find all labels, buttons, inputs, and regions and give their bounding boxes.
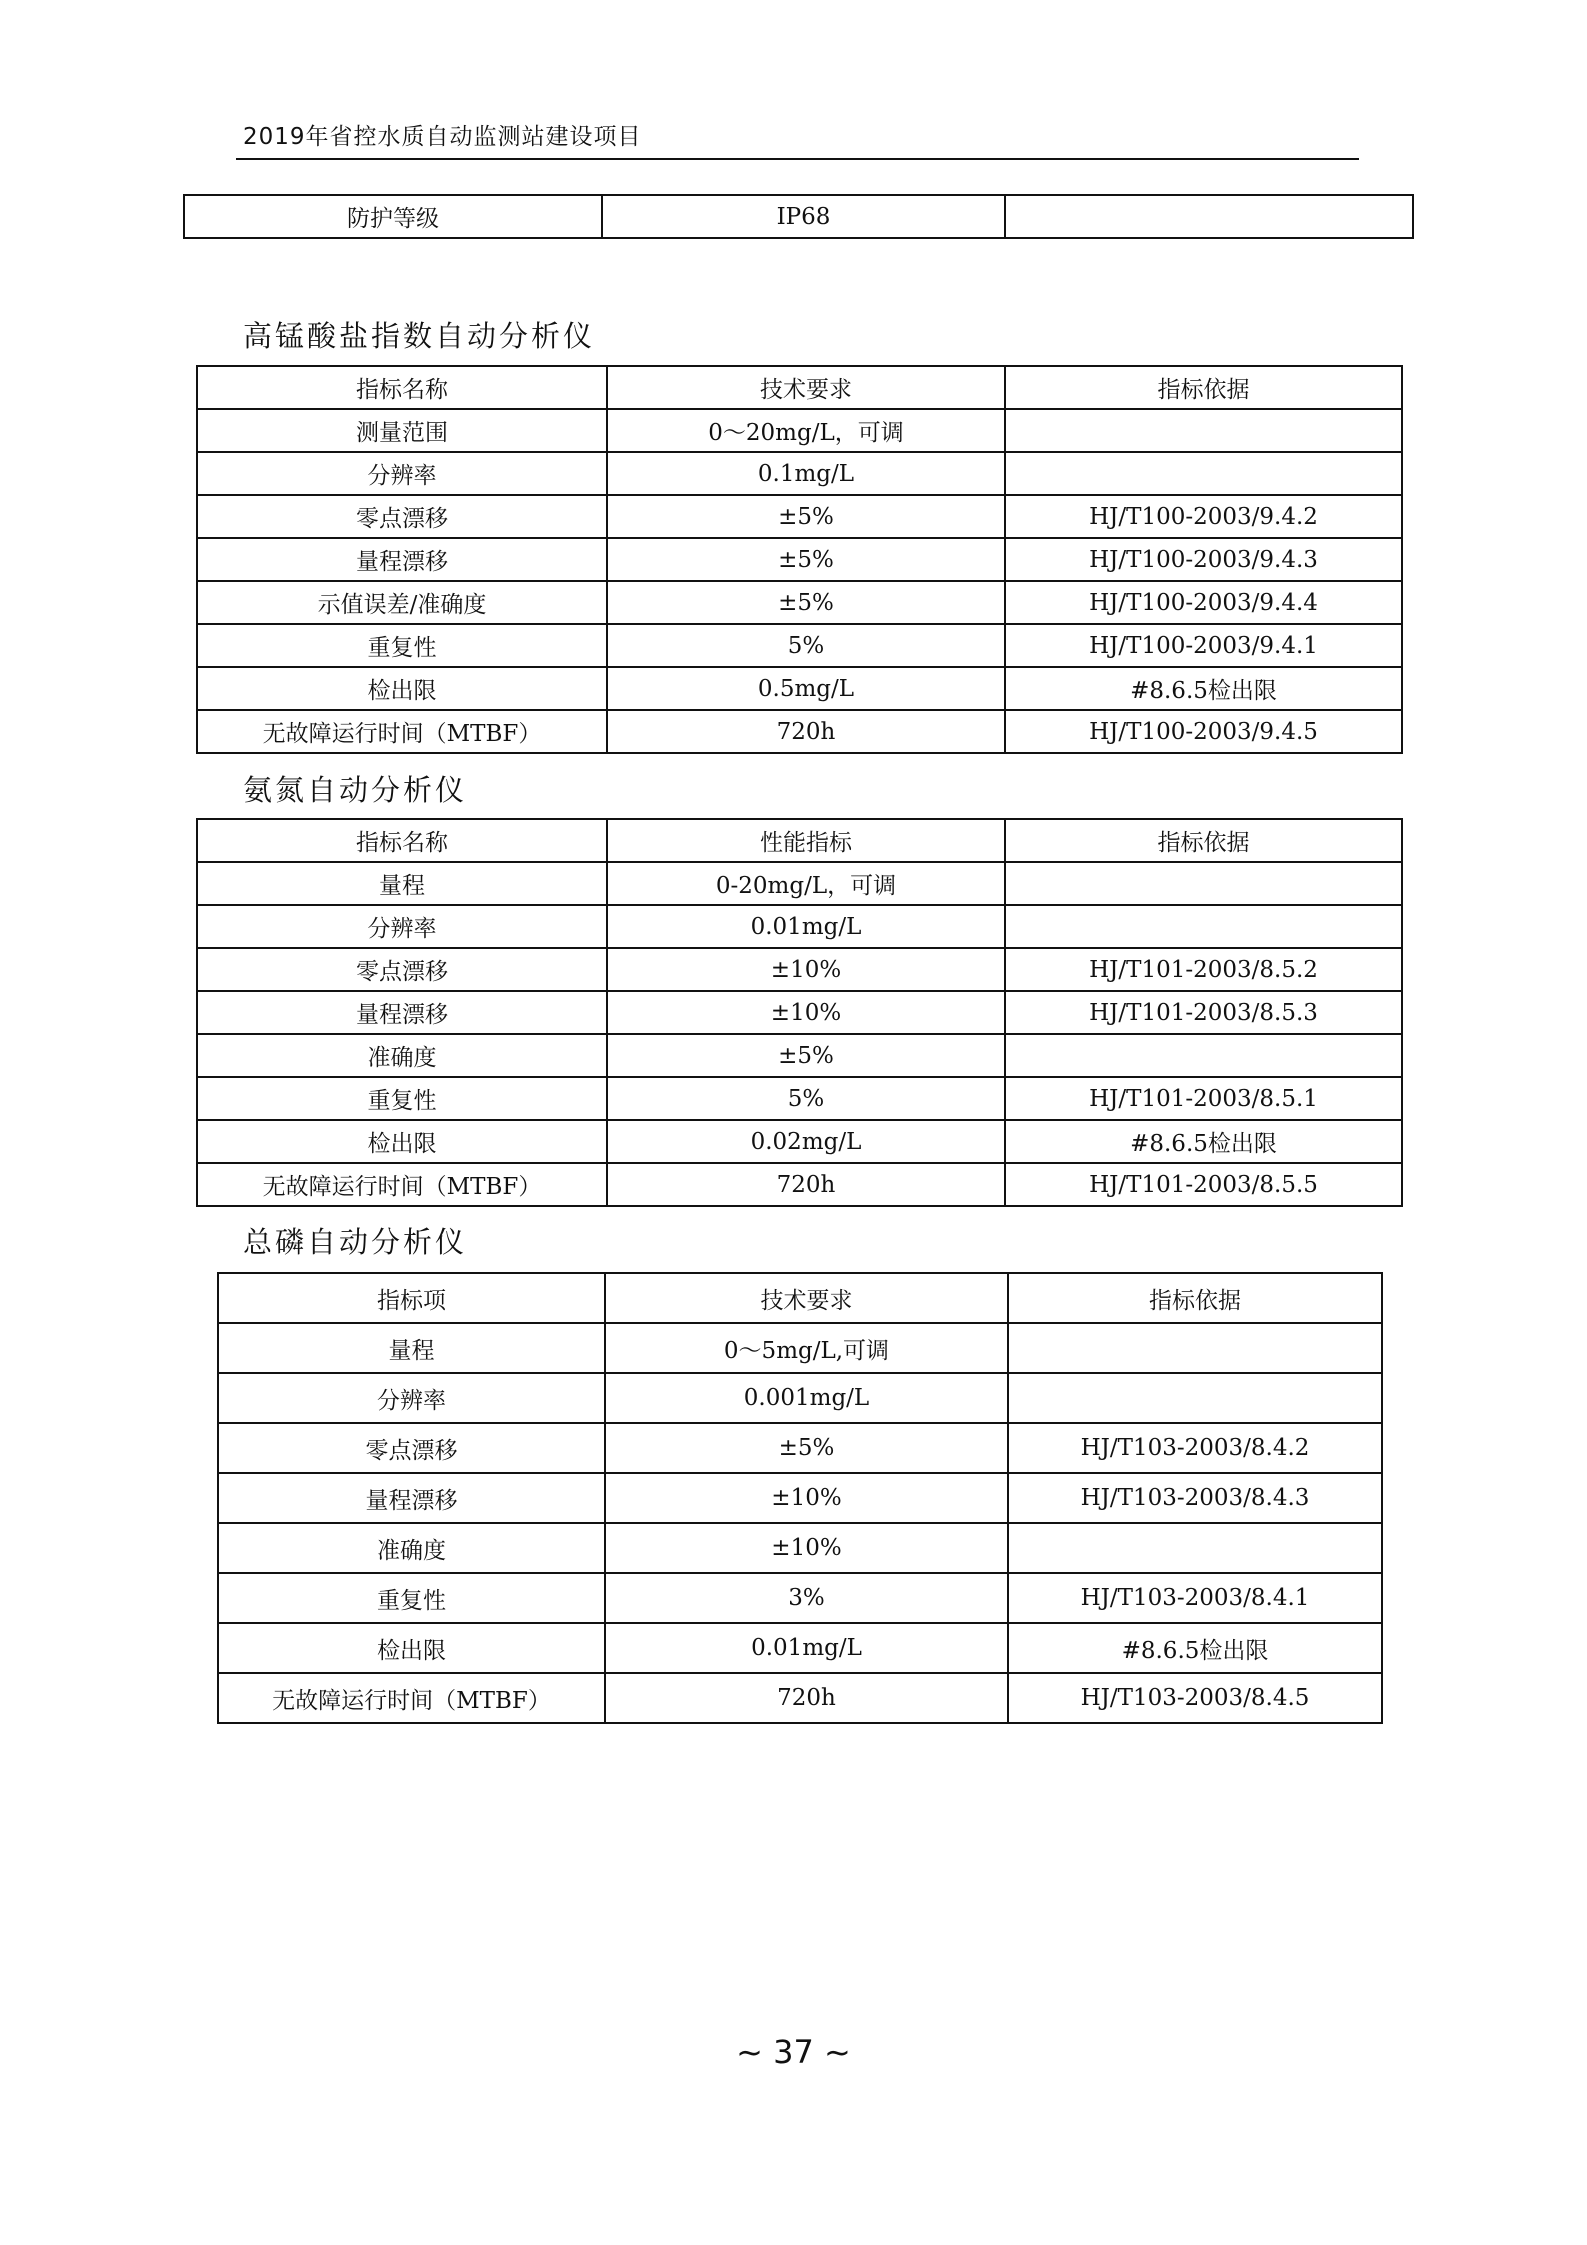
table-cell: 准确度 <box>197 1034 607 1077</box>
table-cell: 0.001mg/L <box>605 1373 1008 1423</box>
section-title: 氨氮自动分析仪 <box>243 773 468 807</box>
column-header: 指标名称 <box>197 819 607 862</box>
table-row <box>218 1423 1382 1473</box>
column-header: 技术要求 <box>607 366 1005 409</box>
table-row <box>197 1120 1402 1163</box>
table-cell: 示值误差/准确度 <box>197 581 607 624</box>
column-header: 指标名称 <box>197 366 607 409</box>
table-cell: 720h <box>607 1163 1005 1206</box>
table-row <box>197 948 1402 991</box>
table-row <box>197 538 1402 581</box>
table-cell <box>1008 1523 1382 1573</box>
table-header-row <box>197 819 1402 862</box>
table-cell: 准确度 <box>218 1523 605 1573</box>
table-cell: 720h <box>607 710 1005 753</box>
table-cell: HJ/T101-2003/8.5.3 <box>1005 991 1402 1034</box>
table-row <box>218 1623 1382 1673</box>
table-cell: HJ/T100-2003/9.4.4 <box>1005 581 1402 624</box>
table-cell: 零点漂移 <box>197 495 607 538</box>
table-cell <box>1008 1323 1382 1373</box>
table-row <box>197 495 1402 538</box>
table-cell: 分辨率 <box>197 452 607 495</box>
column-header: 指标依据 <box>1008 1273 1382 1323</box>
table-cell: 防护等级 <box>184 195 602 238</box>
table-cell: ±10% <box>607 948 1005 991</box>
table-row <box>197 1077 1402 1120</box>
table-cell <box>1005 862 1402 905</box>
table-row <box>218 1573 1382 1623</box>
table-cell: #8.6.5检出限 <box>1005 1120 1402 1163</box>
table-cell: HJ/T103-2003/8.4.1 <box>1008 1573 1382 1623</box>
table-cell: HJ/T103-2003/8.4.3 <box>1008 1473 1382 1523</box>
table-cell: 零点漂移 <box>218 1423 605 1473</box>
table-row <box>197 667 1402 710</box>
table-cell: ±5% <box>607 495 1005 538</box>
table-cell: ±5% <box>605 1423 1008 1473</box>
table-cell: 重复性 <box>218 1573 605 1623</box>
table-cell: IP68 <box>602 195 1005 238</box>
table-cell <box>1005 905 1402 948</box>
table-cell: 0-20mg/L，可调 <box>607 862 1005 905</box>
table-row <box>197 624 1402 667</box>
table-cell: 重复性 <box>197 1077 607 1120</box>
table-cell: 5% <box>607 1077 1005 1120</box>
table-row <box>197 905 1402 948</box>
table-cell: HJ/T101-2003/8.5.5 <box>1005 1163 1402 1206</box>
table-cell: #8.6.5检出限 <box>1008 1623 1382 1673</box>
table-cell: 量程漂移 <box>197 538 607 581</box>
page-number: ~ 37 ~ <box>736 2033 851 2071</box>
table-cell <box>1005 409 1402 452</box>
table-row <box>218 1673 1382 1723</box>
table-cell: 0.01mg/L <box>605 1623 1008 1673</box>
table-cell: 0.5mg/L <box>607 667 1005 710</box>
table-cell: 0.02mg/L <box>607 1120 1005 1163</box>
table-header-row <box>197 366 1402 409</box>
table-row <box>218 1323 1382 1373</box>
table-cell: 0.1mg/L <box>607 452 1005 495</box>
section-title: 高锰酸盐指数自动分析仪 <box>243 319 596 353</box>
table-cell: HJ/T101-2003/8.5.1 <box>1005 1077 1402 1120</box>
table-cell: HJ/T100-2003/9.4.5 <box>1005 710 1402 753</box>
table-row <box>197 581 1402 624</box>
table-cell: 0～5mg/L,可调 <box>605 1323 1008 1373</box>
column-header: 指标项 <box>218 1273 605 1323</box>
table-cell: 零点漂移 <box>197 948 607 991</box>
table-cell: 720h <box>605 1673 1008 1723</box>
table-cell: 分辨率 <box>218 1373 605 1423</box>
table-cell: HJ/T103-2003/8.4.5 <box>1008 1673 1382 1723</box>
table-cell: 0～20mg/L，可调 <box>607 409 1005 452</box>
table-header-row <box>218 1273 1382 1323</box>
permanganate-table <box>196 365 1403 754</box>
section-title: 总磷自动分析仪 <box>243 1225 468 1259</box>
table-row <box>197 862 1402 905</box>
table-cell <box>1005 452 1402 495</box>
table-cell: HJ/T100-2003/9.4.3 <box>1005 538 1402 581</box>
header-rule <box>236 158 1359 160</box>
table-cell: 检出限 <box>218 1623 605 1673</box>
table-cell: 量程 <box>197 862 607 905</box>
column-header: 性能指标 <box>607 819 1005 862</box>
table-cell: 重复性 <box>197 624 607 667</box>
table-cell: 量程 <box>218 1323 605 1373</box>
table-cell: 无故障运行时间（MTBF） <box>218 1673 605 1723</box>
table-cell: 检出限 <box>197 1120 607 1163</box>
table-cell: ±10% <box>607 991 1005 1034</box>
ammonia-table <box>196 818 1403 1207</box>
table-cell: ±5% <box>607 581 1005 624</box>
table-cell: HJ/T101-2003/8.5.2 <box>1005 948 1402 991</box>
table-cell <box>1005 1034 1402 1077</box>
table-cell: ±5% <box>607 538 1005 581</box>
table-cell: HJ/T103-2003/8.4.2 <box>1008 1423 1382 1473</box>
table-cell: ±10% <box>605 1473 1008 1523</box>
table-cell <box>1005 195 1413 238</box>
table-cell: ±5% <box>607 1034 1005 1077</box>
table-cell: HJ/T100-2003/9.4.1 <box>1005 624 1402 667</box>
table-cell: 3% <box>605 1573 1008 1623</box>
table-row <box>218 1373 1382 1423</box>
table-row <box>197 710 1402 753</box>
table-cell: 检出限 <box>197 667 607 710</box>
header-title: 2019年省控水质自动监测站建设项目 <box>243 124 642 150</box>
table-cell: HJ/T100-2003/9.4.2 <box>1005 495 1402 538</box>
table-cell: ±10% <box>605 1523 1008 1573</box>
table-cell: 量程漂移 <box>218 1473 605 1523</box>
table-cell: 无故障运行时间（MTBF） <box>197 710 607 753</box>
table-cell: 量程漂移 <box>197 991 607 1034</box>
table-row <box>184 195 1413 238</box>
table-row <box>197 991 1402 1034</box>
table-cell: 测量范围 <box>197 409 607 452</box>
column-header: 技术要求 <box>605 1273 1008 1323</box>
table-cell: 无故障运行时间（MTBF） <box>197 1163 607 1206</box>
protection-table <box>183 194 1414 239</box>
table-row <box>197 1034 1402 1077</box>
column-header: 指标依据 <box>1005 366 1402 409</box>
table-row <box>197 409 1402 452</box>
table-cell: 5% <box>607 624 1005 667</box>
column-header: 指标依据 <box>1005 819 1402 862</box>
table-cell: #8.6.5检出限 <box>1005 667 1402 710</box>
table-row <box>197 1163 1402 1206</box>
table-row <box>218 1473 1382 1523</box>
table-cell: 分辨率 <box>197 905 607 948</box>
table-row <box>197 452 1402 495</box>
table-cell <box>1008 1373 1382 1423</box>
table-row <box>218 1523 1382 1573</box>
phosphorus-table <box>217 1272 1383 1724</box>
table-cell: 0.01mg/L <box>607 905 1005 948</box>
